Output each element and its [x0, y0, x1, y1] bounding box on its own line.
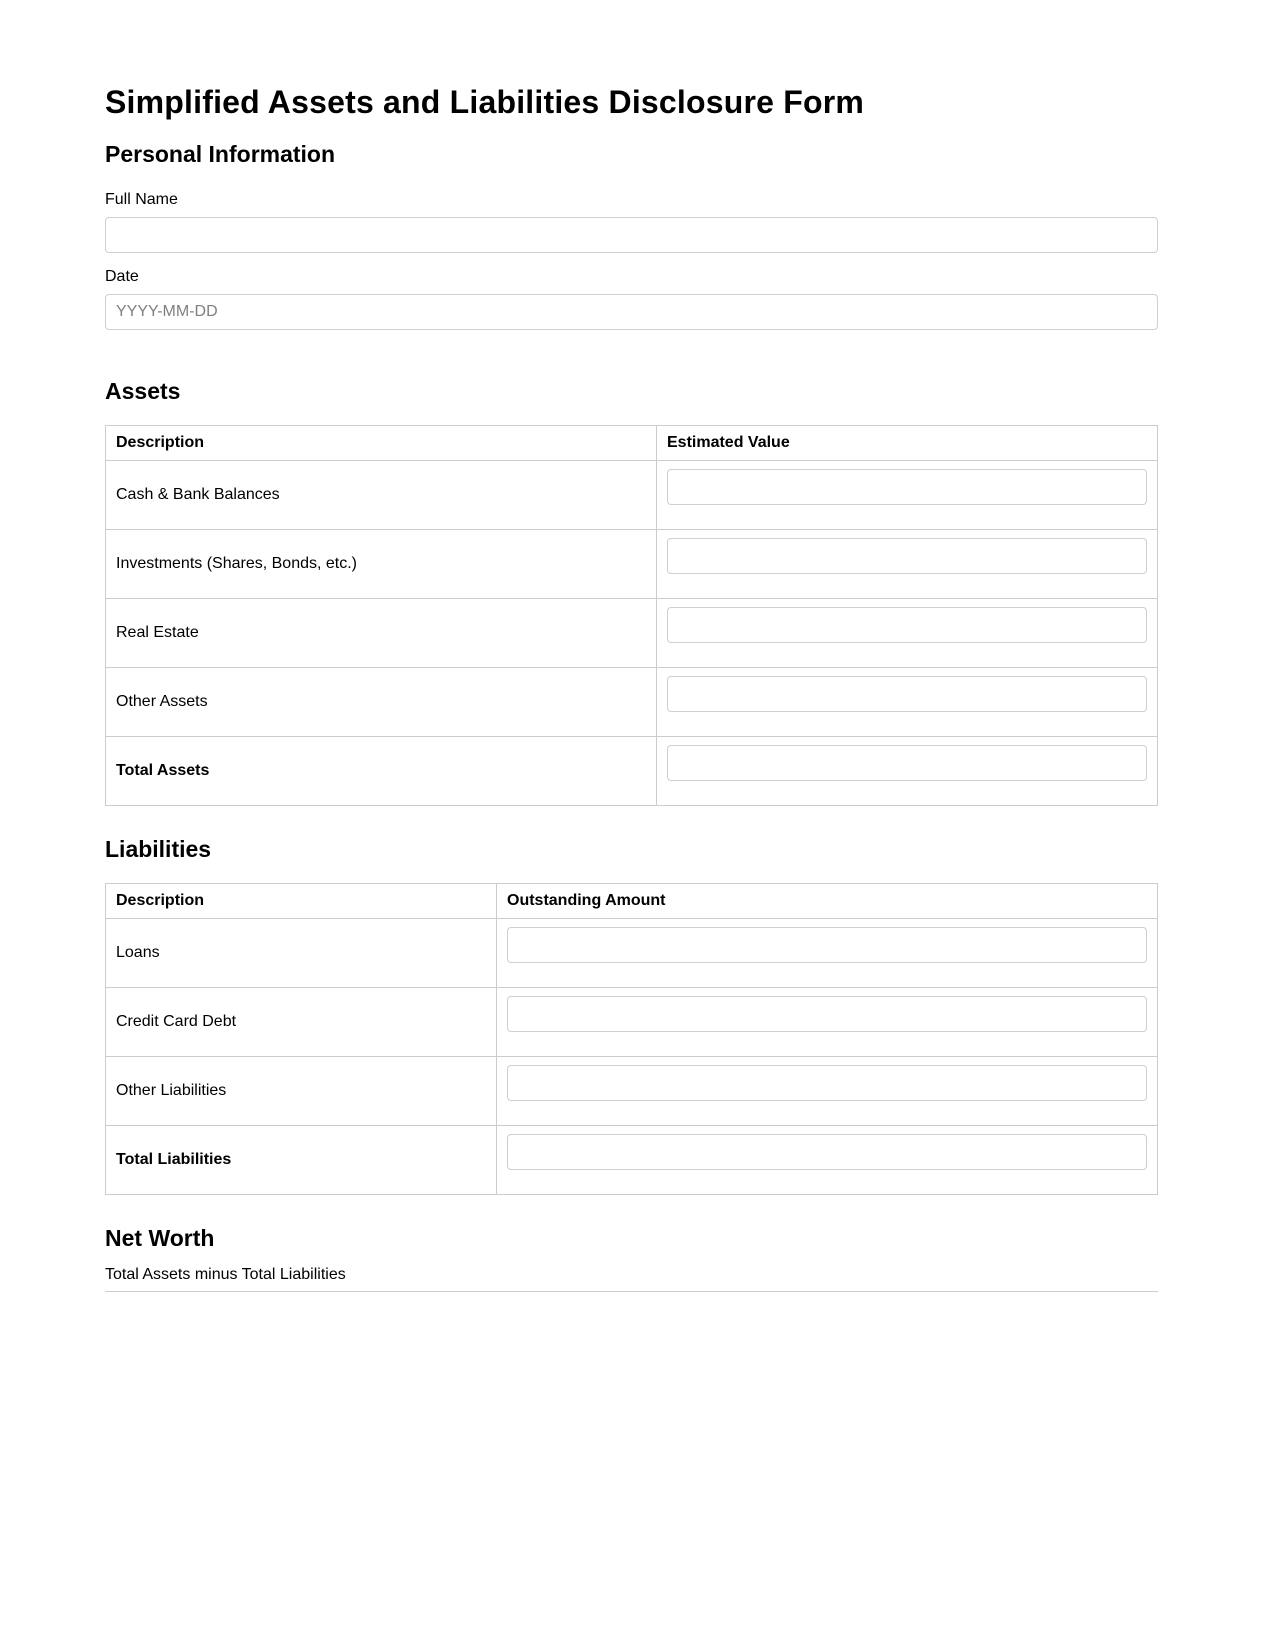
assets-table	[105, 425, 1158, 806]
assets-heading: Assets	[105, 378, 181, 404]
liability-other-label: Other Liabilities	[106, 1057, 497, 1126]
asset-real-estate-input[interactable]	[667, 607, 1147, 643]
liability-loans-input[interactable]	[507, 927, 1147, 963]
assets-header-row	[106, 426, 1158, 461]
assets-estimated-value-header: Estimated Value	[657, 426, 1158, 461]
table-row	[106, 668, 1158, 737]
asset-real-estate-label: Real Estate	[106, 599, 657, 668]
table-row	[106, 530, 1158, 599]
table-row	[106, 599, 1158, 668]
total-assets-label: Total Assets	[106, 737, 657, 806]
liabilities-table	[105, 883, 1158, 1195]
liabilities-outstanding-amount-header: Outstanding Amount	[497, 884, 1158, 919]
asset-investments-input[interactable]	[667, 538, 1147, 574]
personal-information-heading: Personal Information	[105, 141, 336, 167]
assets-description-header: Description	[106, 426, 657, 461]
table-row	[106, 919, 1158, 988]
assets-total-row	[106, 737, 1158, 806]
table-row	[106, 461, 1158, 530]
form-title: Simplified Assets and Liabilities Disclosure Form	[105, 84, 865, 120]
liabilities-total-row	[106, 1126, 1158, 1195]
liability-loans-label: Loans	[106, 919, 497, 988]
total-liabilities-input[interactable]	[507, 1134, 1147, 1170]
liabilities-heading: Liabilities	[105, 836, 212, 862]
total-liabilities-label: Total Liabilities	[106, 1126, 497, 1195]
liability-credit-card-label: Credit Card Debt	[106, 988, 497, 1057]
table-row	[106, 988, 1158, 1057]
full-name-label: Full Name	[105, 191, 178, 208]
liability-credit-card-input[interactable]	[507, 996, 1147, 1032]
liabilities-header-row	[106, 884, 1158, 919]
date-input[interactable]	[105, 294, 1158, 330]
asset-other-label: Other Assets	[106, 668, 657, 737]
net-worth-description: Total Assets minus Total Liabilities	[105, 1265, 1158, 1292]
asset-investments-label: Investments (Shares, Bonds, etc.)	[106, 530, 657, 599]
total-assets-input[interactable]	[667, 745, 1147, 781]
asset-other-input[interactable]	[667, 676, 1147, 712]
liabilities-description-header: Description	[106, 884, 497, 919]
full-name-input[interactable]	[105, 217, 1158, 253]
table-row	[106, 1057, 1158, 1126]
date-label: Date	[105, 268, 139, 285]
asset-cash-input[interactable]	[667, 469, 1147, 505]
liability-other-input[interactable]	[507, 1065, 1147, 1101]
asset-cash-label: Cash & Bank Balances	[106, 461, 657, 530]
disclosure-form-page	[105, 0, 1158, 1292]
net-worth-heading: Net Worth	[105, 1225, 215, 1251]
